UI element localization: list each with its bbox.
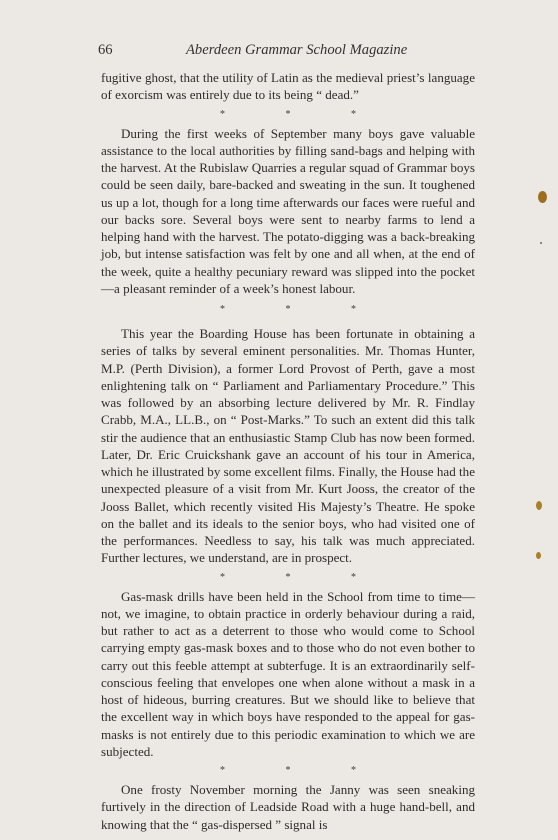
journal-title: Aberdeen Grammar School Magazine xyxy=(186,42,408,58)
paragraph-boarding-house: This year the Boarding House has been fortunate in obtaining a series of talks by several eminent personalities. Mr. Thomas Hunter, M.P. (Perth Division), a former Lord Provost of Perth, gave a most enlightening talk on “ Parliament and Parliamentary Procedure.” This was followed by an absorbing lecture delivered by Mr. R. Findlay Crabb, M.A., LL.B., on “ Post-Marks.” To such an extent did this talk stir the audience that an enthusiastic Stamp Club has now been formed. Later, Dr. Eric Cruickshank gave an account of his tour in America, which he illustrated by some excellent films. Finally, the House had the unexpected pleasure of a visit from Mr. Kurt Jooss, the creator of the Jooss Ballet, which recently visited His Majesty’s Theatre. He spoke on the ballet and its ideals to the senior boys, who had visited one of the performances. Needless to say, his talk was much appreciated. Further lectures, we understand, are in prospect. xyxy=(101,326,475,566)
paper-stain xyxy=(536,552,541,559)
section-separator: * * * xyxy=(220,571,385,583)
paragraph-janny: One frosty November morning the Janny was seen sneaking furtively in the direction of Leadside Road with a huge hand-bell, and knowing that the “ gas-dispersed ” signal is xyxy=(101,782,475,832)
paragraph-harvest: During the first weeks of September many boys gave valuable assistance to the local authorities by filling sand-bags and helping with the harvest. At the Rubislaw Quarries a regular squad of Grammar boys could be seen daily, bare-backed and sweating in the sun. It toughened us up a lot, though for a long time afterwards our faces were rueful and our backs sore. Several boys were sent to nearby farms to lend a helping hand with the harvest. The potato-digging was a back-breaking job, but intense satisfaction was felt by one and all when, at the end of the week, quite a healthy pecuniary reward was slipped into the pocket—a pleasant reminder of a week’s honest labour. xyxy=(101,125,475,296)
article-body xyxy=(101,69,475,833)
paper-stain xyxy=(536,501,542,510)
section-separator: * * * xyxy=(220,765,385,776)
section-separator: * * * xyxy=(220,108,385,120)
paragraph-continuation: fugitive ghost, that the utility of Latin as the medieval priest’s language of exorcism was entirely due to its being “ dead.” xyxy=(101,70,475,103)
page-number: 66 xyxy=(98,42,113,58)
paragraph-gas-mask: Gas-mask drills have been held in the School from time to time—not, we imagine, to obtain practice in orderly behaviour during a raid, but rather to act as a deterrent to those who would come to School carrying empty gas-mask boxes and to those who do not even bother to carry out this feeble attempt at subterfuge. It is an extraordinarily self-conscious feeling that envelopes one when alone without a mask in a host of hideous, burring creatures. But we should like to believe that the excellent way in which boys have responded to the appeal for gas-masks is not entirely due to this periodic examination to which we are subjected. xyxy=(101,588,475,759)
paper-speck xyxy=(540,242,542,244)
section-separator: * * * xyxy=(220,304,385,315)
paper-stain xyxy=(538,191,547,203)
running-header xyxy=(98,42,476,62)
